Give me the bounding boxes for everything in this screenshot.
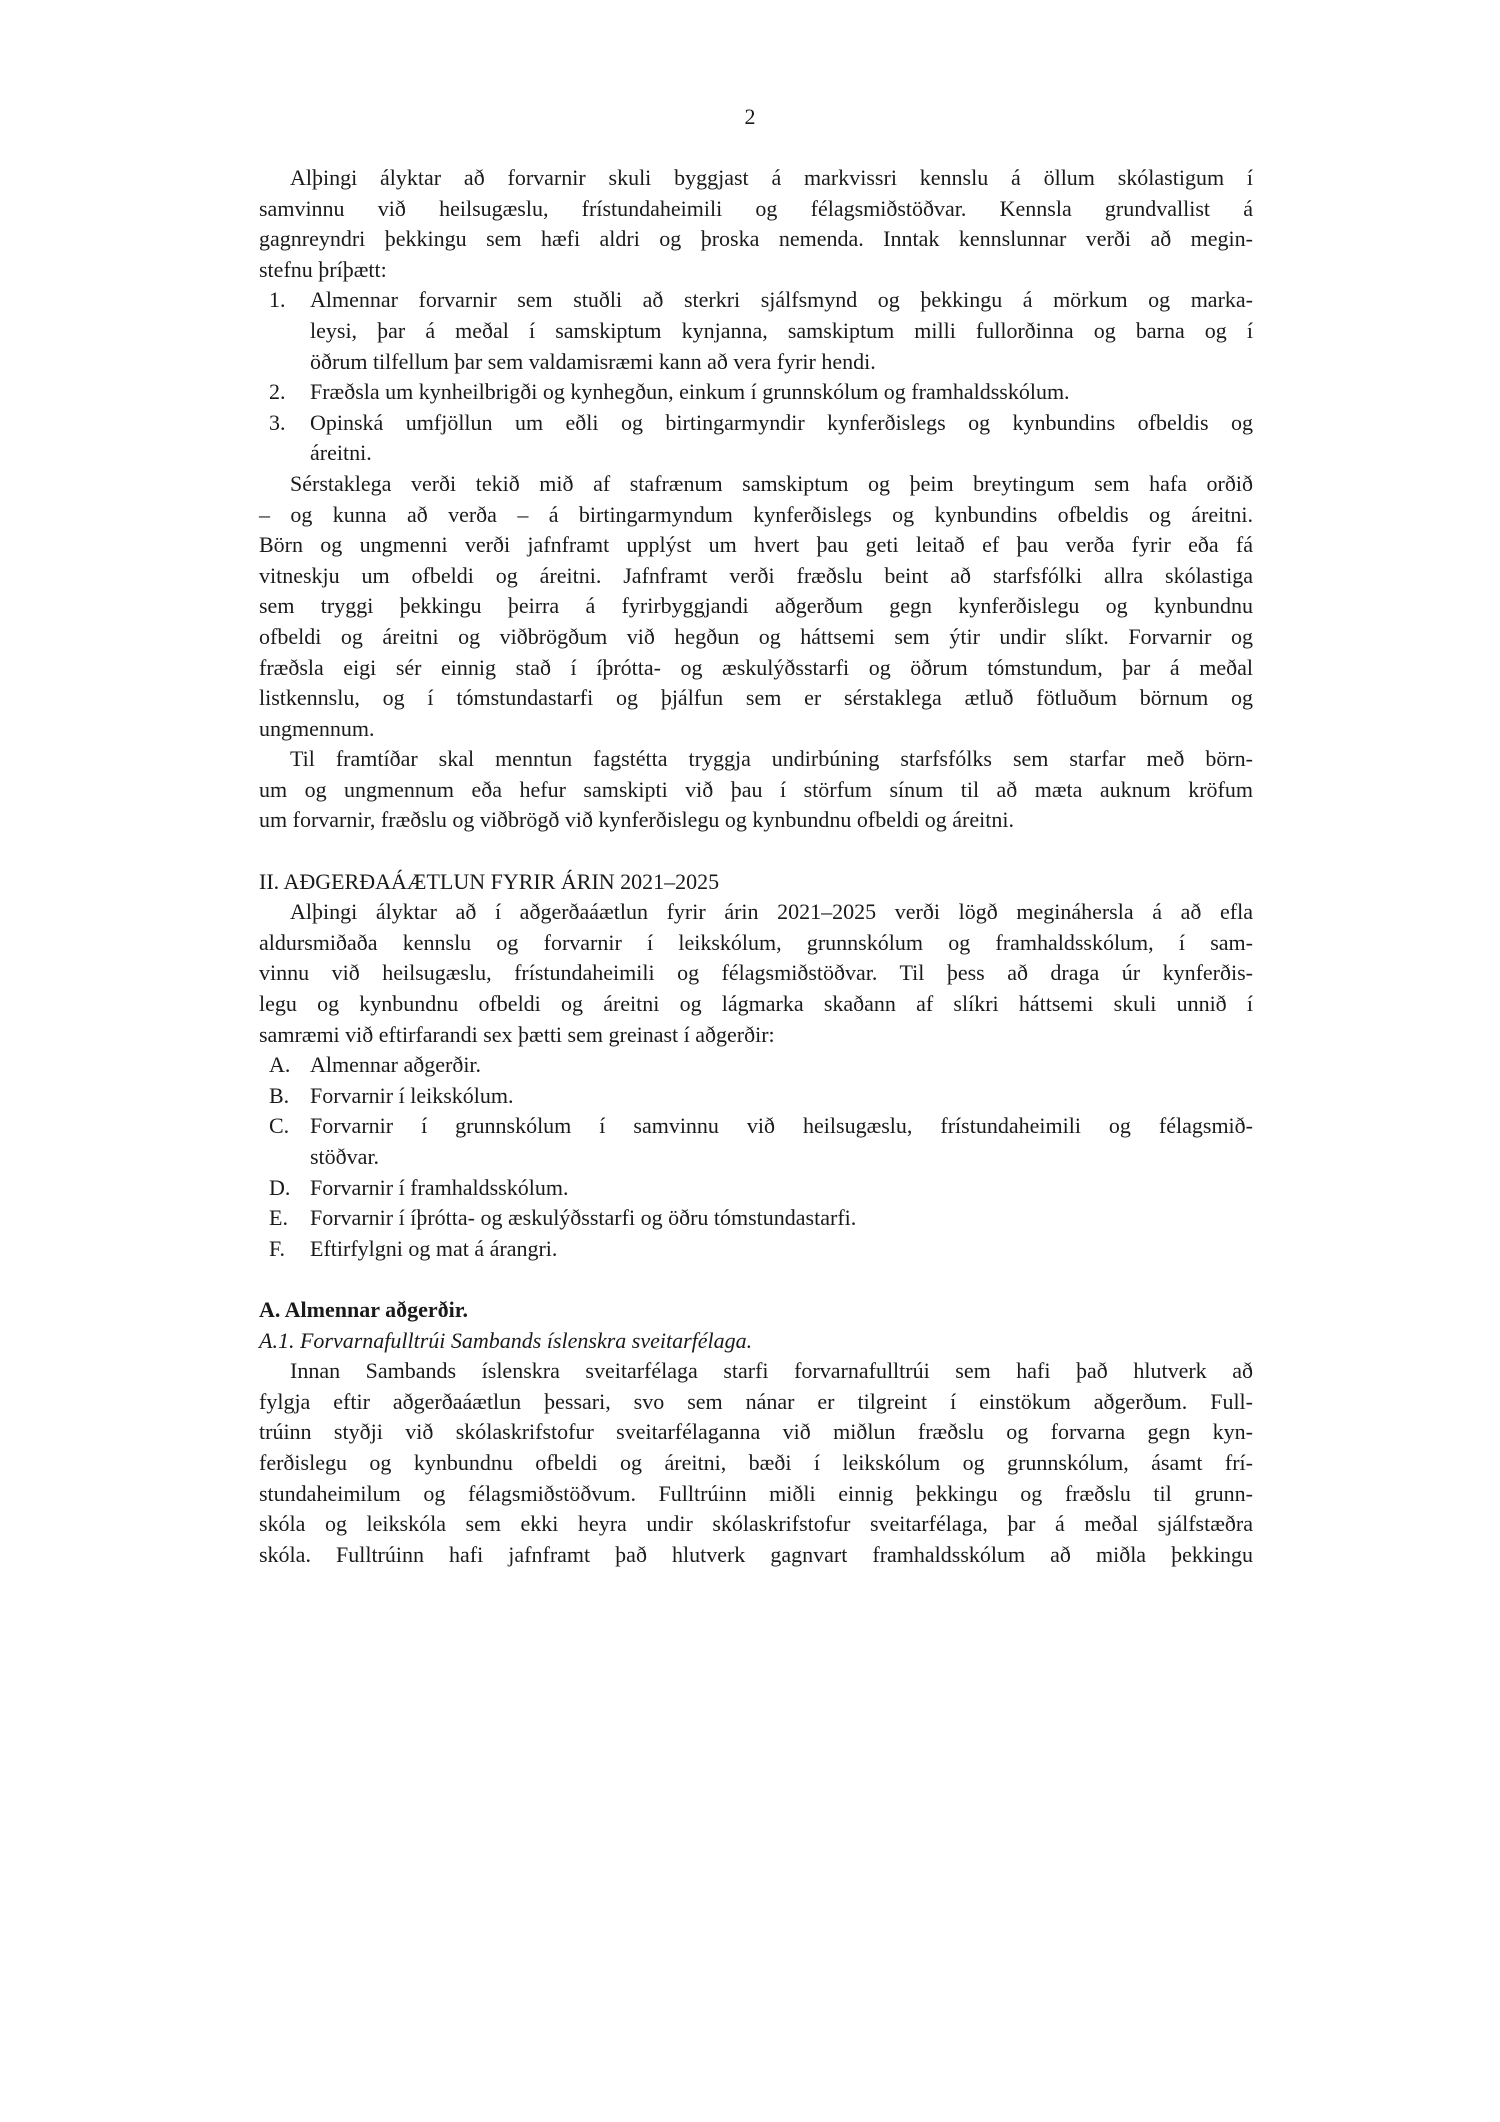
list-item-text: stöðvar. [310, 1144, 380, 1169]
list-item-line [259, 1081, 1253, 1112]
list-item-text: áreitni. [310, 440, 372, 466]
list-item-label: 1. [269, 287, 286, 313]
list-item-text: öðrum tilfellum þar sem valdamisræmi kann að vera fyrir hendi. [310, 348, 876, 374]
list-item-label: 3. [269, 409, 286, 435]
list-item-text: Fræðsla um kynheilbrigði og kynhegðun, einkum í grunnskólum og framhaldsskólum. [310, 379, 1070, 405]
paragraph-line: – og kunna að verða – á birtingarmyndum kynferðislegs og kynbundins ofbeldis og áreitni. [259, 501, 1253, 527]
list-item-text: Opinská umfjöllun um eðli og birtingarmyndir kynferðislegs og kynbundins ofbeldis og [310, 409, 1253, 435]
paragraph-line: fræðsla eigi sér einnig stað í íþrótta- og æskulýðsstarfi og öðrum tómstundum, þar á meðal [259, 654, 1253, 680]
list-item-line [259, 1173, 1253, 1204]
list-item-label: 2. [269, 379, 286, 405]
paragraph-line: samvinnu við heilsugæslu, frístundaheimili og félagsmiðstöðvar. Kennsla grundvallist á [259, 195, 1253, 221]
paragraph-line: fylgja eftir aðgerðaáætlun þessari, svo sem nánar er tilgreint í einstökum aðgerðum. Full- [259, 1388, 1253, 1414]
list-item-line [259, 285, 1253, 316]
paragraph-line: stundaheimilum og félagsmiðstöðvum. Fulltrúinn miðli einnig þekkingu og fræðslu til grunn- [259, 1480, 1253, 1506]
paragraph-line: um og ungmennum eða hefur samskipti við þau í störfum sínum til að mæta auknum kröfum [259, 776, 1253, 802]
list-item-text: leysi, þar á meðal í samskiptum kynjanna, samskiptum milli fullorðinna og barna og í [310, 317, 1253, 343]
paragraph-line: aldursmiðaða kennslu og forvarnir í leikskólum, grunnskólum og framhaldsskólum, í sam- [259, 929, 1253, 955]
list-item-label: E. [269, 1205, 288, 1231]
paragraph-line: vitneskju um ofbeldi og áreitni. Jafnframt verði fræðslu beint að starfsfólki allra skólastiga [259, 562, 1253, 588]
paragraph-line: trúinn styðji við skólaskrifstofur sveitarfélaganna við miðlun fræðslu og forvarna gegn kyn- [259, 1419, 1253, 1445]
paragraph-line: legu og kynbundnu ofbeldi og áreitni og lágmarka skaðann af slíkri háttsemi skuli unnið í [259, 991, 1253, 1017]
paragraph-line: ferðislegu og kynbundnu ofbeldi og áreitni, bæði í leikskólum og grunnskólum, ásamt frí- [259, 1449, 1253, 1475]
list-item-line [259, 1111, 1253, 1142]
list-item-line [259, 1050, 1253, 1081]
paragraph-line: Innan Sambands íslenskra sveitarfélaga starfi forvarnafulltrúi sem hafi það hlutverk að [290, 1358, 1253, 1384]
list-item-line [259, 408, 1253, 439]
paragraph-line: skóla og leikskóla sem ekki heyra undir skólaskrifstofur sveitarfélaga, þar á meðal sjálfstæðra [259, 1511, 1253, 1537]
list-item-text: Almennar forvarnir sem stuðli að sterkri sjálfsmynd og þekkingu á mörkum og marka- [310, 287, 1253, 313]
paragraph-line: Sérstaklega verði tekið mið af stafrænum samskiptum og þeim breytingum sem hafa orðið [290, 470, 1253, 496]
paragraph-line: stefnu þríþætt: [259, 256, 387, 282]
list-item-text: Almennar aðgerðir. [310, 1052, 482, 1078]
list-item-text: Forvarnir í grunnskólum í samvinnu við heilsugæslu, frístundaheimili og félagsmið- [310, 1113, 1253, 1139]
paragraph-line: Alþingi ályktar að í aðgerðaáætlun fyrir árin 2021–2025 verði lögð megináhersla á að efla [290, 899, 1253, 925]
blank-line [259, 836, 1253, 867]
list-item-text: Forvarnir í framhaldsskólum. [310, 1174, 569, 1200]
list-item-label: A. [269, 1052, 291, 1078]
paragraph-line: listkennslu, og í tómstundastarfi og þjálfun sem er sérstaklega ætluð fötluðum börnum og [259, 685, 1253, 711]
paragraph-line: sem tryggi þekkingu þeirra á fyrirbyggjandi aðgerðum gegn kynferðislegu og kynbundnu [259, 593, 1253, 619]
list-item-line [259, 377, 1253, 408]
list-item-line [259, 1142, 1253, 1173]
list-item-text: Eftirfylgni og mat á árangri. [310, 1235, 558, 1261]
paragraph-line: vinnu við heilsugæslu, frístundaheimili og félagsmiðstöðvar. Til þess að draga úr kynferðis- [259, 960, 1253, 986]
list-item-label: F. [269, 1235, 285, 1261]
list-item-line [259, 438, 1253, 469]
paragraph-line: gagnreyndri þekkingu sem hæfi aldri og þroska nemenda. Inntak kennslunnar verði að megin- [259, 226, 1253, 252]
list-item-text: Forvarnir í íþrótta- og æskulýðsstarfi og öðru tómstundastarfi. [310, 1205, 857, 1231]
subsection-heading: A. Almennar aðgerðir. [259, 1296, 468, 1322]
paragraph-line: skóla. Fulltrúinn hafi jafnframt það hlutverk gagnvart framhaldsskólum að miðla þekkingu [259, 1541, 1253, 1567]
paragraph-line: ofbeldi og áreitni og viðbrögðum við hegðun og háttsemi sem ýtir undir slíkt. Forvarnir og [259, 623, 1253, 649]
list-item-label: D. [269, 1174, 291, 1200]
paragraph-line: Alþingi ályktar að forvarnir skuli byggjast á markvissri kennslu á öllum skólastigum í [290, 165, 1253, 190]
list-item-label: B. [269, 1082, 290, 1108]
action-title: A.1. Forvarnafulltrúi Sambands íslenskra sveitarfélaga. [259, 1327, 753, 1353]
paragraph-line: samræmi við eftirfarandi sex þætti sem greinast í aðgerðir: [259, 1021, 775, 1047]
list-item-label: C. [269, 1113, 290, 1139]
list-item-line [259, 316, 1253, 347]
paragraph-line: um forvarnir, fræðslu og viðbrögð við kynferðislegu og kynbundnu ofbeldi og áreitni. [259, 807, 1014, 833]
list-item-line [259, 1234, 1253, 1265]
blank-line [259, 1264, 1253, 1295]
document-body [259, 163, 1253, 1570]
paragraph-line: ungmennum. [259, 715, 375, 741]
paragraph-line: Til framtíðar skal menntun fagstétta tryggja undirbúning starfsfólks sem starfar með börn- [290, 746, 1253, 772]
section-heading: II. AÐGERÐAÁÆTLUN FYRIR ÁRIN 2021–2025 [259, 868, 720, 894]
page-number: 2 [744, 104, 756, 129]
list-item-line [259, 347, 1253, 378]
paragraph-line: Börn og ungmenni verði jafnframt upplýst um hvert þau geti leitað ef þau verða fyrir eða fá [259, 532, 1253, 558]
list-item-line [259, 1203, 1253, 1234]
list-item-text: Forvarnir í leikskólum. [310, 1082, 514, 1108]
